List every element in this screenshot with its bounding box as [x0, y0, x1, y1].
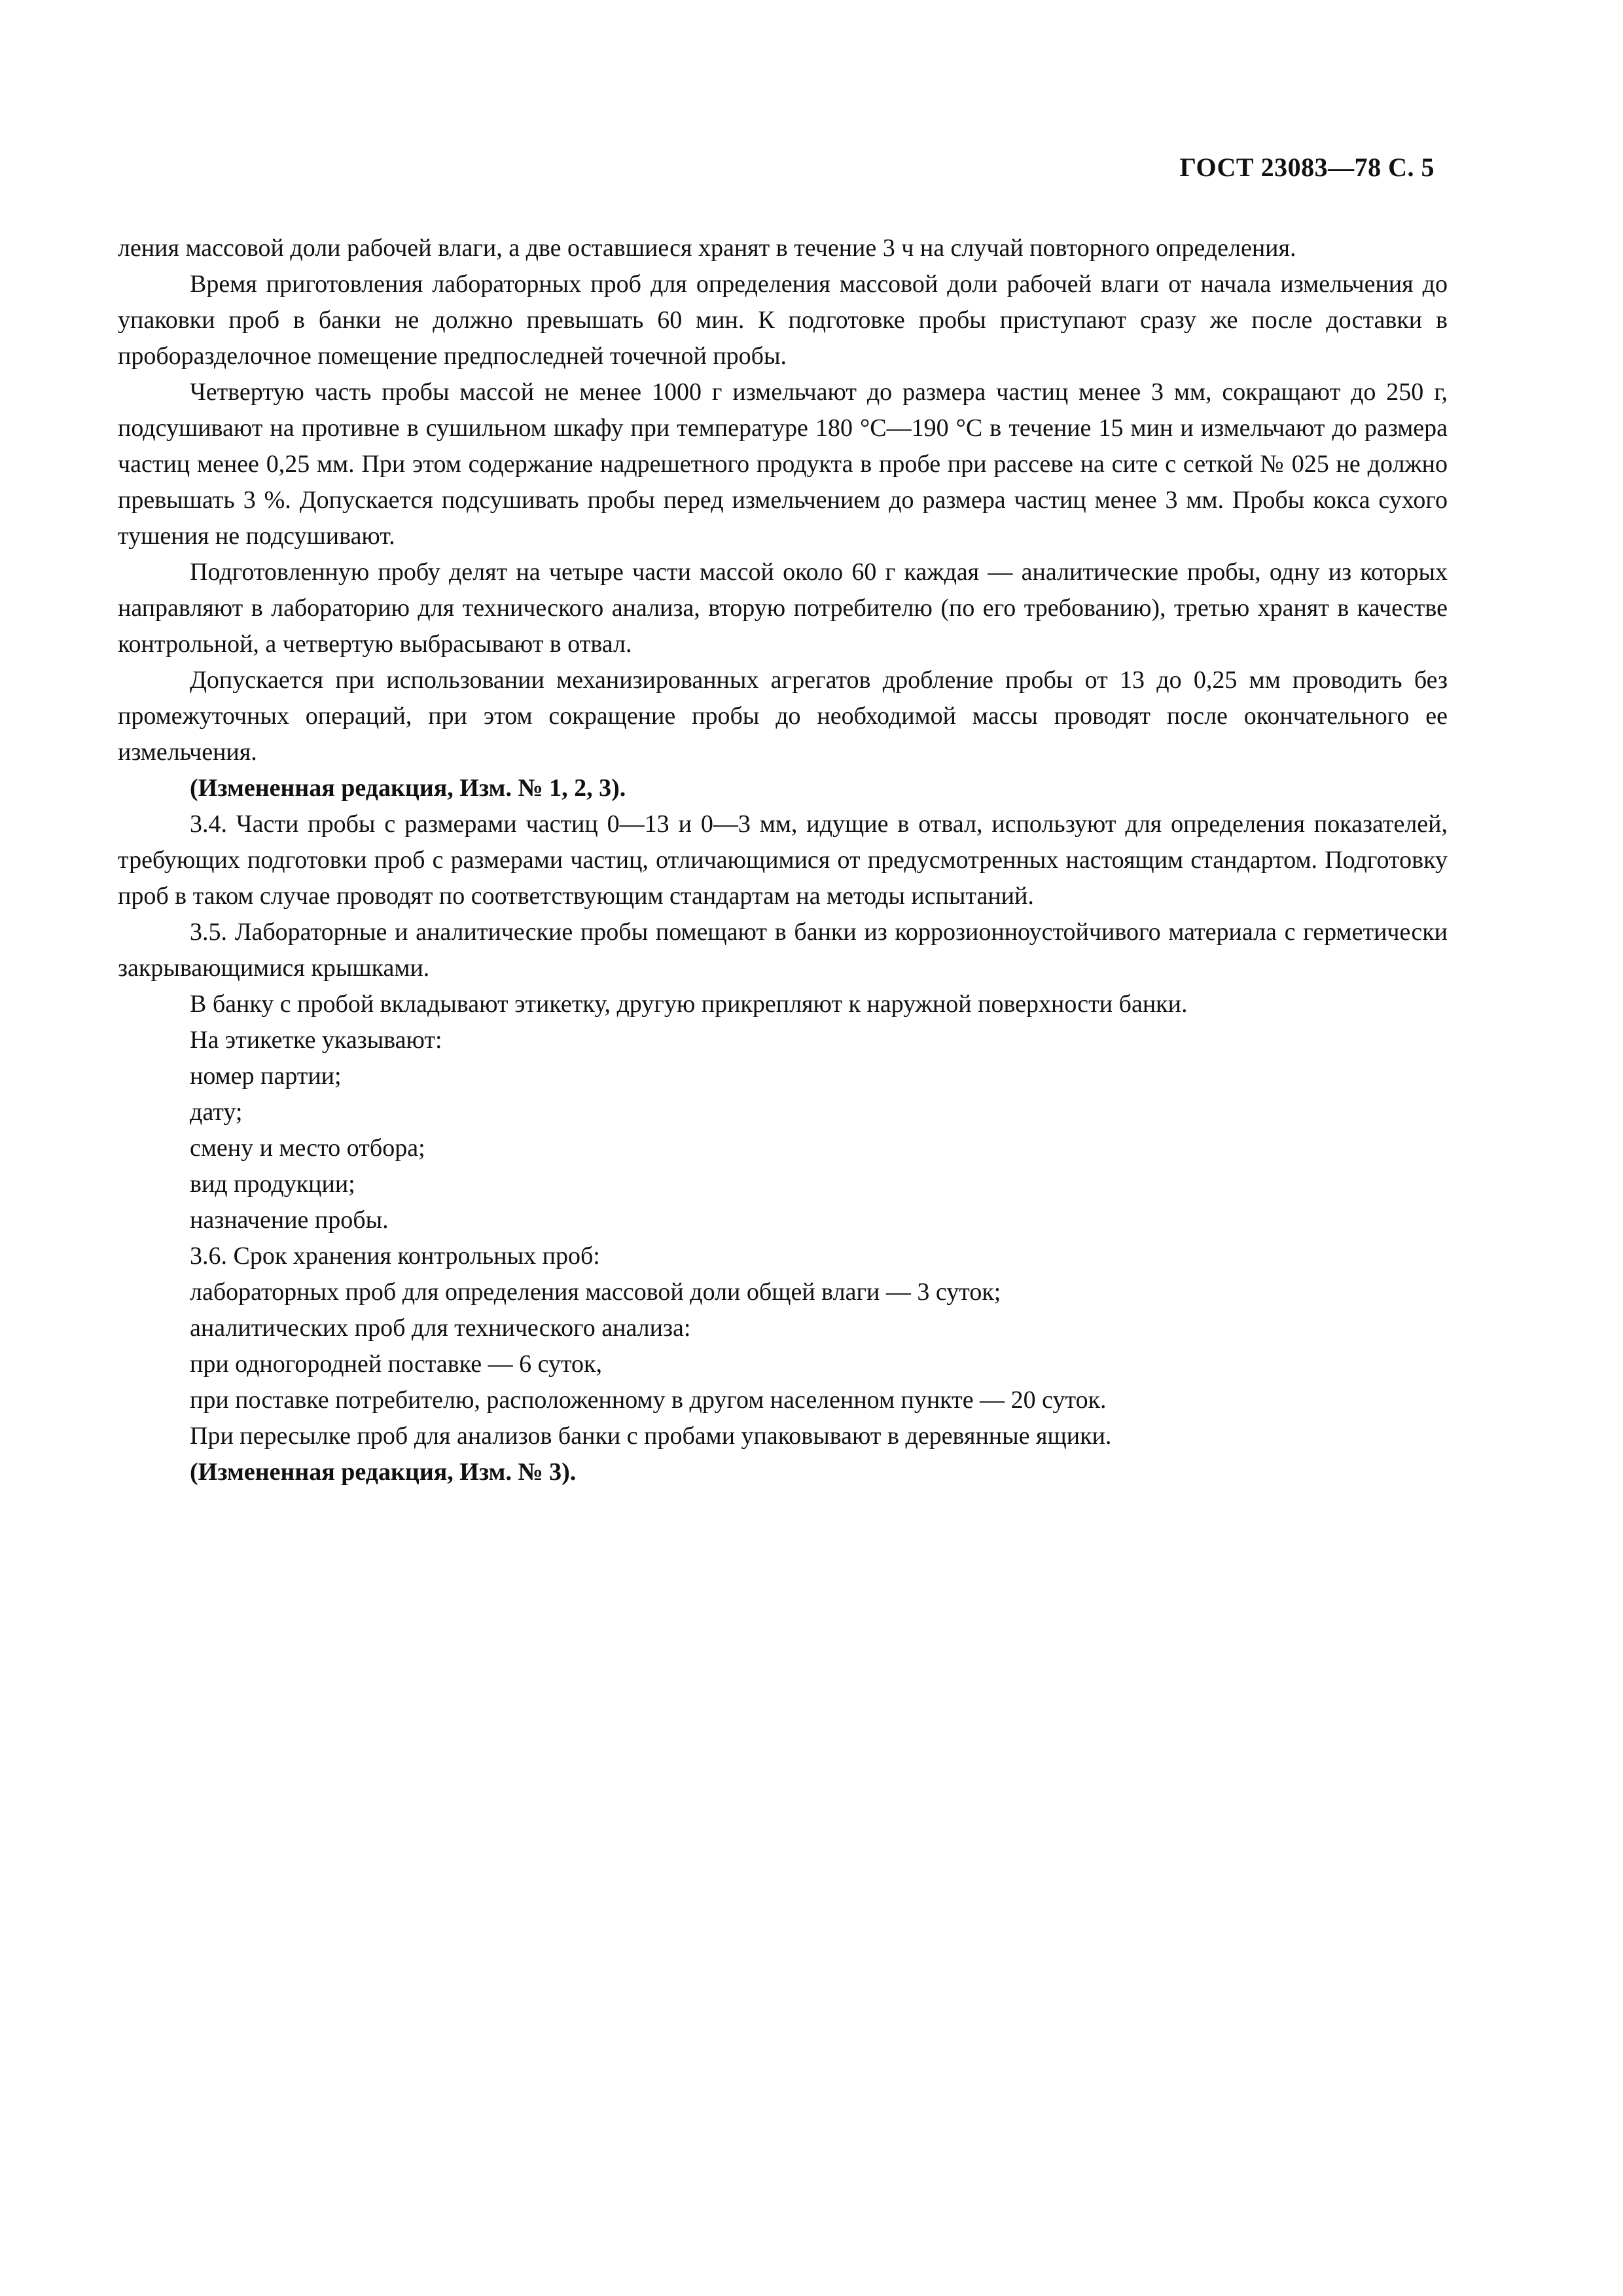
document-body: [118, 230, 1448, 1490]
label-item-product: вид продукции;: [190, 1170, 355, 1198]
paragraph-preparation-time: Время приготовления лабораторных проб для определения массовой доли рабочей влаги от начала измельчения до упаковки проб в банки не должно превышать 60 мин. К подготовке пробы приступают сразу же после доставки в проборазделочное помещение предпоследней точечной пробы.: [118, 270, 1448, 370]
paragraph-fourth-part: Четвертую часть пробы массой не менее 1000 г измельчают до размера частиц менее 3 мм, сокращают до 250 г, подсушивают на противне в сушильном шкафу при температуре 180 °С—190 °С в течение 15 мин и измельчают до размера частиц менее 0,25 мм. При этом содержание надрешетного продукта в пробе при рассеве на сите с сеткой № 025 не должно превышать 3 %. Допускается подсушивать пробы перед измельчением до размера частиц менее 3 мм. Пробы кокса сухого тушения не подсушивают.: [118, 378, 1448, 550]
paragraph-continuation: ления массовой доли рабочей влаги, а две оставшиеся хранят в течение 3 ч на случай повторного определения.: [118, 234, 1296, 262]
amendment-note-1: (Измененная редакция, Изм. № 1, 2, 3).: [190, 774, 626, 802]
label-item-purpose: назначение пробы.: [190, 1206, 389, 1234]
storage-local: при одногородней поставке — 6 суток,: [190, 1350, 603, 1378]
storage-lab: лабораторных проб для определения массовой доли общей влаги — 3 суток;: [190, 1278, 1001, 1306]
amendment-note-2: (Измененная редакция, Изм. № 3).: [190, 1458, 577, 1486]
running-header: ГОСТ 23083—78 С. 5: [1179, 152, 1435, 182]
storage-analytic: аналитических проб для технического анализа:: [190, 1314, 691, 1342]
clause-3-6: 3.6. Срок хранения контрольных проб:: [190, 1242, 600, 1270]
paragraph-prepared-sample: Подготовленную пробу делят на четыре части массой около 60 г каждая — аналитические пробы, одну из которых направляют в лабораторию для технического анализа, вторую потребителю (по его требованию), третью хранят в качестве контрольной, а четвертую выбрасывают в отвал.: [118, 558, 1448, 658]
shipping-note: При пересылке проб для анализов банки с пробами упаковывают в деревянные ящики.: [190, 1422, 1112, 1450]
label-header: На этикетке указывают:: [190, 1026, 442, 1054]
label-item-shift: смену и место отбора;: [190, 1134, 425, 1162]
paragraph-mechanized: Допускается при использовании механизированных агрегатов дробление пробы от 13 до 0,25 мм проводить без промежуточных операций, при этом сокращение пробы до необходимой массы проводят после окончательного ее измельчения.: [118, 666, 1448, 766]
label-instruction: В банку с пробой вкладывают этикетку, другую прикрепляют к наружной поверхности банки.: [190, 990, 1188, 1018]
clause-3-4: 3.4. Части пробы с размерами частиц 0—13 и 0—3 мм, идущие в отвал, используют для определения показателей, требующих подготовки проб с размерами частиц, отличающимися от предусмотренных настоящим стандартом. Подготовку проб в таком случае проводят по соответствующим стандартам на методы испытаний.: [118, 810, 1448, 910]
label-item-date: дату;: [190, 1098, 243, 1126]
clause-3-5: 3.5. Лабораторные и аналитические пробы помещают в банки из коррозионноустойчивого материала с герметически закрывающимися крышками.: [118, 918, 1448, 982]
label-item-batch: номер партии;: [190, 1062, 342, 1090]
storage-remote: при поставке потребителю, расположенному в другом населенном пункте — 20 суток.: [190, 1386, 1107, 1414]
